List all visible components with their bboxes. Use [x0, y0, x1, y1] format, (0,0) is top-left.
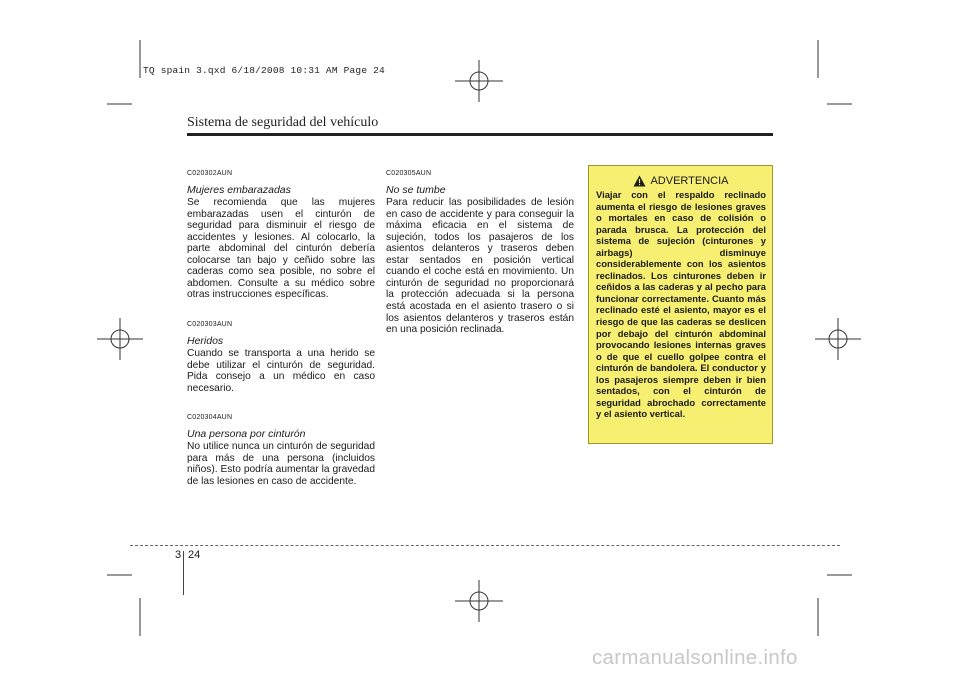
section-code: C020304AUN	[187, 414, 233, 422]
header-rule	[187, 133, 773, 136]
section-body: Se recomienda que las mujeres embarazadas usen el cinturón de seguridad para disminuir el riesgo de accidentes y lesiones. Al colocarlo, la parte abdominal del cinturón debería colocarse tan bajo y ceñido sobre las caderas como sea posible, no sobre el abdomen. Consulte a su médico sobre otras instrucciones específicas.	[187, 197, 375, 301]
page-number: 24	[188, 549, 201, 561]
section-title: Sistema de seguridad del vehículo	[187, 115, 379, 130]
warning-text: Viajar con el respaldo reclinado aumenta el riesgo de lesiones graves o mortales en caso de colisión o parada brusca. La protección del sistema de sujeción (cinturones y airbags) disminuye considerablemente con los asientos reclinados. Los cinturones deben ir ceñidos a las caderas y al pecho para funcionar correctamente. Cuanto más reclinado esté el asiento, mayor es el riesgo de que las caderas se deslicen por debajo del cinturón abdominal provocando lesiones internas graves o de que el cuello golpee contra el cinturón de bandolera. El conductor y los pasajeros siempre deben ir bien sentados, con el cinturón de seguridad abrochado correctamente y el asiento vertical.	[596, 189, 766, 420]
footer-rule	[130, 545, 840, 546]
warning-box	[588, 165, 773, 444]
page-number-separator	[183, 551, 184, 595]
section-block	[187, 319, 375, 394]
section-heading: No se tumbe	[386, 183, 446, 196]
section-code: C020303AUN	[187, 321, 233, 329]
section-body: Cuando se transporta a una herido se debe utilizar el cinturón de seguridad. Pida consejo a un médico en caso necesario.	[187, 348, 375, 394]
section-heading: Una persona por cinturón	[187, 427, 306, 440]
section-heading: Mujeres embarazadas	[187, 183, 291, 196]
section-block	[386, 168, 574, 336]
chapter-number: 3	[175, 549, 182, 561]
section-code: C020305AUN	[386, 170, 432, 177]
print-slug: TQ spain 3.qxd 6/18/2008 10:31 AM Page 24	[143, 65, 385, 76]
section-code: C020302AUN	[187, 170, 233, 177]
section-block	[187, 168, 375, 301]
section-block	[187, 412, 375, 487]
section-heading: Heridos	[187, 334, 224, 347]
warning-header	[596, 175, 766, 187]
middle-column	[386, 168, 574, 354]
watermark: carmanualsonline.info	[592, 646, 798, 669]
left-column	[187, 168, 375, 506]
warning-title: ADVERTENCIA	[650, 175, 729, 187]
section-body: No utilice nunca un cinturón de seguridad para más de una persona (incluidos niños). Esto podría aumentar la gravedad de las lesiones en caso de accidente.	[187, 441, 375, 488]
section-body: Para reducir las posibilidades de lesión en caso de accidente y para conseguir la máxima eficacia en el sistema de sujeción, todos los pasajeros de los asientos delanteros y traseros deben estar sentados en posición vertical cuando el coche está en movimiento. Un cinturón de seguridad no proporcionará la protección adecuada si la persona está acostada en el asiento trasero o si los asientos delanteros y traseros están en una posición reclinada.	[386, 197, 574, 336]
warning-triangle-icon	[633, 175, 646, 187]
